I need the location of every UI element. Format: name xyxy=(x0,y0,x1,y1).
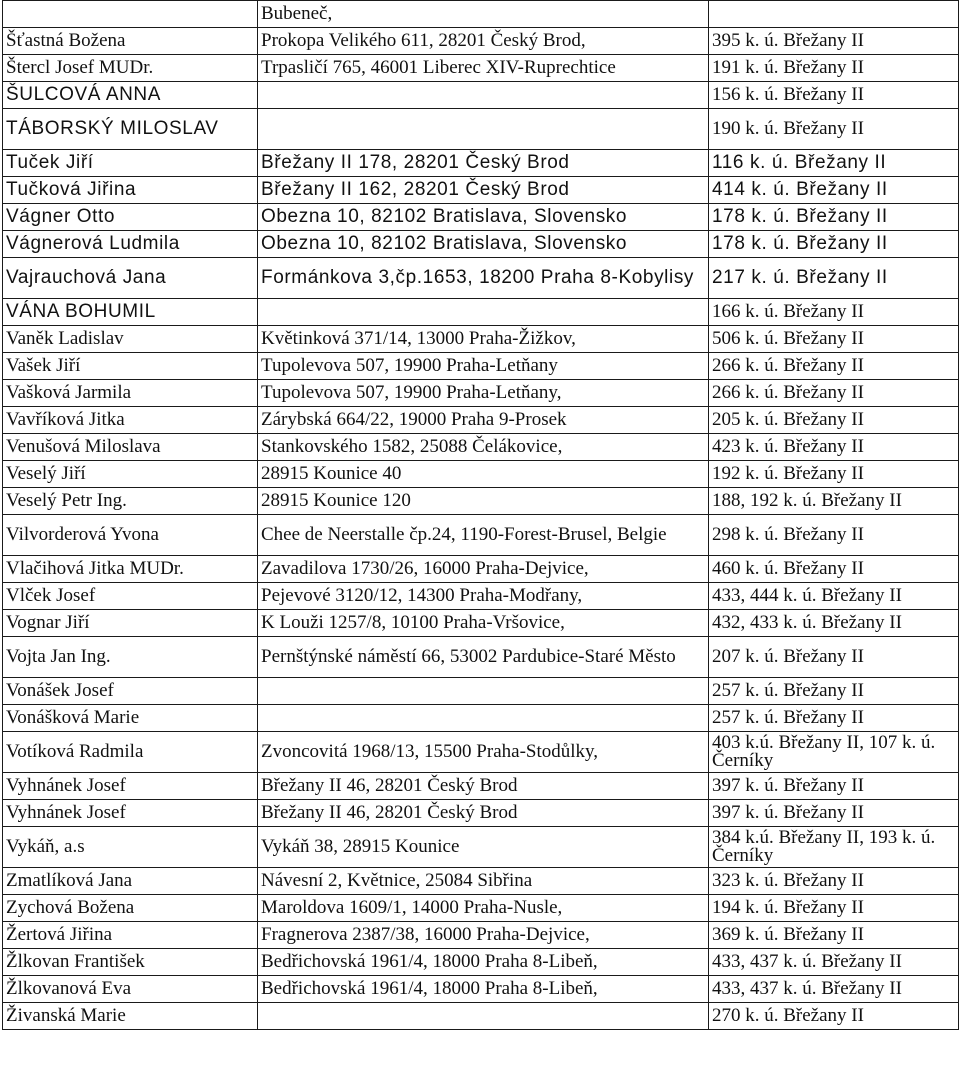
owner-address-cell: Bubeneč, xyxy=(258,1,709,28)
owner-name-cell: Žlkovan František xyxy=(3,949,258,976)
table-row xyxy=(3,868,959,895)
owner-name-cell: Vilvorderová Yvona xyxy=(3,515,258,556)
owners-table-body xyxy=(3,1,959,1030)
owner-address-cell xyxy=(258,299,709,326)
owner-name-cell: Vonášková Marie xyxy=(3,705,258,732)
owner-name-cell: Veselý Petr Ing. xyxy=(3,488,258,515)
owner-address-cell: Maroldova 1609/1, 14000 Praha-Nusle, xyxy=(258,895,709,922)
table-row xyxy=(3,1,959,28)
table-row xyxy=(3,407,959,434)
table-row xyxy=(3,28,959,55)
table-row xyxy=(3,678,959,705)
owner-name-cell: ŠULCOVÁ ANNA xyxy=(3,82,258,109)
parcel-cell: 433, 437 k. ú. Břežany II xyxy=(709,949,959,976)
table-row xyxy=(3,732,959,773)
owner-name-cell xyxy=(3,1,258,28)
parcel-cell: 323 k. ú. Břežany II xyxy=(709,868,959,895)
owner-address-cell: Tupolevova 507, 19900 Praha-Letňany, xyxy=(258,380,709,407)
parcel-cell: 506 k. ú. Břežany II xyxy=(709,326,959,353)
owner-name-cell: Živanská Marie xyxy=(3,1003,258,1030)
parcel-cell: 403 k.ú. Břežany II, 107 k. ú. Černíky xyxy=(709,732,959,773)
table-row xyxy=(3,976,959,1003)
owner-address-cell: Zavadilova 1730/26, 16000 Praha-Dejvice, xyxy=(258,556,709,583)
owner-address-cell xyxy=(258,82,709,109)
owner-address-cell xyxy=(258,109,709,150)
parcel-cell: 433, 444 k. ú. Břežany II xyxy=(709,583,959,610)
owner-name-cell: Vlček Josef xyxy=(3,583,258,610)
parcel-cell: 191 k. ú. Břežany II xyxy=(709,55,959,82)
owner-address-cell: 28915 Kounice 40 xyxy=(258,461,709,488)
parcel-cell: 397 k. ú. Břežany II xyxy=(709,800,959,827)
owner-name-cell: Šťastná Božena xyxy=(3,28,258,55)
parcel-cell: 257 k. ú. Břežany II xyxy=(709,705,959,732)
table-row xyxy=(3,109,959,150)
table-row xyxy=(3,610,959,637)
parcel-cell xyxy=(709,1,959,28)
parcel-cell: 205 k. ú. Břežany II xyxy=(709,407,959,434)
owner-name-cell: Vojta Jan Ing. xyxy=(3,637,258,678)
table-row xyxy=(3,556,959,583)
parcel-cell: 432, 433 k. ú. Břežany II xyxy=(709,610,959,637)
owner-name-cell: Vyhnánek Josef xyxy=(3,773,258,800)
table-row xyxy=(3,461,959,488)
owner-name-cell: Vágner Otto xyxy=(3,204,258,231)
table-row xyxy=(3,380,959,407)
table-row xyxy=(3,488,959,515)
owner-name-cell: Žertová Jiřina xyxy=(3,922,258,949)
table-row xyxy=(3,231,959,258)
owner-address-cell: Břežany II 162, 28201 Český Brod xyxy=(258,177,709,204)
parcel-cell: 194 k. ú. Břežany II xyxy=(709,895,959,922)
table-row xyxy=(3,434,959,461)
owner-name-cell: Vajrauchová Jana xyxy=(3,258,258,299)
owner-name-cell: Vyhnánek Josef xyxy=(3,800,258,827)
table-row xyxy=(3,326,959,353)
parcel-cell: 257 k. ú. Břežany II xyxy=(709,678,959,705)
table-row xyxy=(3,827,959,868)
parcel-cell: 166 k. ú. Břežany II xyxy=(709,299,959,326)
table-row xyxy=(3,204,959,231)
table-row xyxy=(3,705,959,732)
parcel-cell: 190 k. ú. Břežany II xyxy=(709,109,959,150)
owner-address-cell: Pejevové 3120/12, 14300 Praha-Modřany, xyxy=(258,583,709,610)
owner-address-cell xyxy=(258,678,709,705)
parcel-cell: 207 k. ú. Břežany II xyxy=(709,637,959,678)
parcel-cell: 156 k. ú. Břežany II xyxy=(709,82,959,109)
table-row xyxy=(3,515,959,556)
owner-name-cell: Vašková Jarmila xyxy=(3,380,258,407)
owner-address-cell: Chee de Neerstalle čp.24, 1190-Forest-Brusel, Belgie xyxy=(258,515,709,556)
owner-address-cell: Zárybská 664/22, 19000 Praha 9-Prosek xyxy=(258,407,709,434)
owner-address-cell: Stankovského 1582, 25088 Čelákovice, xyxy=(258,434,709,461)
owner-name-cell: VÁNA BOHUMIL xyxy=(3,299,258,326)
table-row xyxy=(3,773,959,800)
parcel-cell: 433, 437 k. ú. Břežany II xyxy=(709,976,959,1003)
owner-name-cell: Vágnerová Ludmila xyxy=(3,231,258,258)
owner-name-cell: Vykáň, a.s xyxy=(3,827,258,868)
table-row xyxy=(3,353,959,380)
owner-address-cell: K Louži 1257/8, 10100 Praha-Vršovice, xyxy=(258,610,709,637)
owner-address-cell: Návesní 2, Květnice, 25084 Sibřina xyxy=(258,868,709,895)
table-row xyxy=(3,949,959,976)
owner-name-cell: Zychová Božena xyxy=(3,895,258,922)
owner-address-cell: Bedřichovská 1961/4, 18000 Praha 8-Libeň, xyxy=(258,949,709,976)
table-row xyxy=(3,82,959,109)
parcel-cell: 192 k. ú. Břežany II xyxy=(709,461,959,488)
owner-address-cell xyxy=(258,1003,709,1030)
owner-address-cell: Vykáň 38, 28915 Kounice xyxy=(258,827,709,868)
owner-address-cell: Zvoncovitá 1968/13, 15500 Praha-Stodůlky, xyxy=(258,732,709,773)
owner-name-cell: Vonášek Josef xyxy=(3,678,258,705)
owner-address-cell: Květinková 371/14, 13000 Praha-Žižkov, xyxy=(258,326,709,353)
owner-name-cell: Tučková Jiřina xyxy=(3,177,258,204)
owner-address-cell: Břežany II 178, 28201 Český Brod xyxy=(258,150,709,177)
parcel-cell: 217 k. ú. Břežany II xyxy=(709,258,959,299)
table-row xyxy=(3,583,959,610)
owner-address-cell: Břežany II 46, 28201 Český Brod xyxy=(258,800,709,827)
parcel-cell: 178 k. ú. Břežany II xyxy=(709,231,959,258)
parcel-cell: 266 k. ú. Břežany II xyxy=(709,353,959,380)
owner-address-cell: Břežany II 46, 28201 Český Brod xyxy=(258,773,709,800)
owner-name-cell: Štercl Josef MUDr. xyxy=(3,55,258,82)
parcel-cell: 395 k. ú. Břežany II xyxy=(709,28,959,55)
table-row xyxy=(3,55,959,82)
parcel-cell: 423 k. ú. Břežany II xyxy=(709,434,959,461)
table-row xyxy=(3,299,959,326)
owner-name-cell: Veselý Jiří xyxy=(3,461,258,488)
owner-name-cell: Tuček Jiří xyxy=(3,150,258,177)
owner-address-cell: Trpasličí 765, 46001 Liberec XIV-Ruprechtice xyxy=(258,55,709,82)
owner-address-cell: Prokopa Velikého 611, 28201 Český Brod, xyxy=(258,28,709,55)
parcel-cell: 369 k. ú. Břežany II xyxy=(709,922,959,949)
owner-name-cell: Vaněk Ladislav xyxy=(3,326,258,353)
parcel-cell: 178 k. ú. Břežany II xyxy=(709,204,959,231)
owner-name-cell: Zmatlíková Jana xyxy=(3,868,258,895)
owners-table xyxy=(2,0,959,1030)
table-row xyxy=(3,258,959,299)
parcel-cell: 460 k. ú. Břežany II xyxy=(709,556,959,583)
owner-name-cell: TÁBORSKÝ MILOSLAV xyxy=(3,109,258,150)
table-row xyxy=(3,177,959,204)
table-row xyxy=(3,1003,959,1030)
owner-address-cell xyxy=(258,705,709,732)
owner-address-cell: Formánkova 3,čp.1653, 18200 Praha 8-Kobylisy xyxy=(258,258,709,299)
parcel-cell: 414 k. ú. Břežany II xyxy=(709,177,959,204)
parcel-cell: 384 k.ú. Břežany II, 193 k. ú. Černíky xyxy=(709,827,959,868)
owner-address-cell: Tupolevova 507, 19900 Praha-Letňany xyxy=(258,353,709,380)
owner-name-cell: Vašek Jiří xyxy=(3,353,258,380)
parcel-cell: 270 k. ú. Břežany II xyxy=(709,1003,959,1030)
table-row xyxy=(3,800,959,827)
owner-name-cell: Venušová Miloslava xyxy=(3,434,258,461)
parcel-cell: 266 k. ú. Břežany II xyxy=(709,380,959,407)
owner-name-cell: Vavříková Jitka xyxy=(3,407,258,434)
table-row xyxy=(3,637,959,678)
parcel-cell: 397 k. ú. Břežany II xyxy=(709,773,959,800)
parcel-cell: 116 k. ú. Břežany II xyxy=(709,150,959,177)
owner-address-cell: Pernštýnské náměstí 66, 53002 Pardubice-Staré Město xyxy=(258,637,709,678)
owner-address-cell: Obezna 10, 82102 Bratislava, Slovensko xyxy=(258,204,709,231)
owner-name-cell: Votíková Radmila xyxy=(3,732,258,773)
parcel-cell: 298 k. ú. Břežany II xyxy=(709,515,959,556)
owner-name-cell: Vognar Jiří xyxy=(3,610,258,637)
owner-address-cell: Bedřichovská 1961/4, 18000 Praha 8-Libeň, xyxy=(258,976,709,1003)
table-row xyxy=(3,150,959,177)
parcel-cell: 188, 192 k. ú. Břežany II xyxy=(709,488,959,515)
table-row xyxy=(3,895,959,922)
owner-address-cell: 28915 Kounice 120 xyxy=(258,488,709,515)
owner-name-cell: Vlačihová Jitka MUDr. xyxy=(3,556,258,583)
owner-address-cell: Fragnerova 2387/38, 16000 Praha-Dejvice, xyxy=(258,922,709,949)
owner-address-cell: Obezna 10, 82102 Bratislava, Slovensko xyxy=(258,231,709,258)
table-row xyxy=(3,922,959,949)
owner-name-cell: Žlkovanová Eva xyxy=(3,976,258,1003)
